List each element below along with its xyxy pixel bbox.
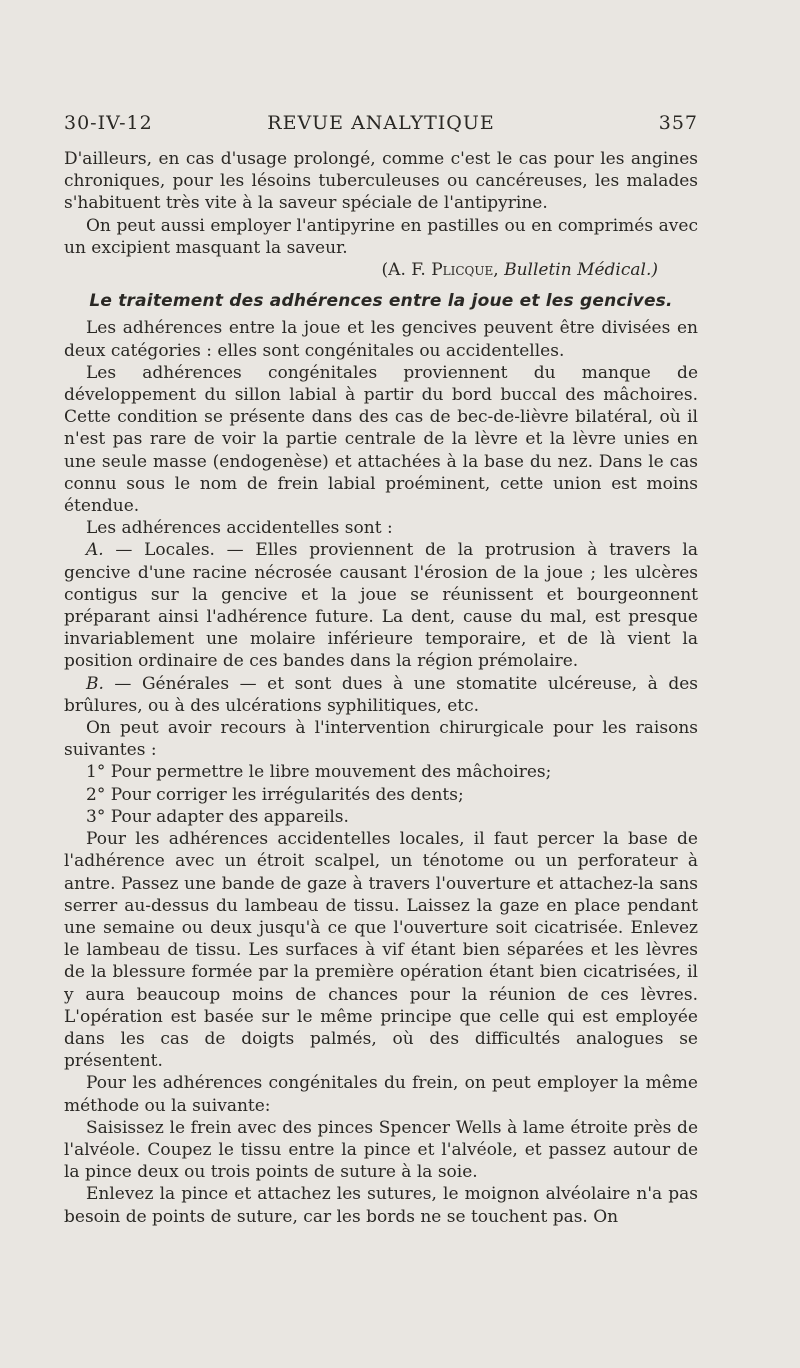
intro-paragraph-1: D'ailleurs, en cas d'usage prolongé, comme c'est le cas pour les angines chroniques, pour les lésoins tuberculeuses ou cancéreuses, les malades s'habituent très vite à la saveur spéciale de l'antipyrine. [64,149,698,214]
list-item: 1° Pour permettre le libre mouvement des mâchoires; [86,762,552,783]
page-number: 357 [658,112,698,134]
article-section-b [64,673,698,717]
citation-source: Bulletin Médical.) [504,260,658,281]
article-paragraph-1: Les adhérences entre la joue et les gencives peuvent être divisées en deux catégories : elles sont congénitales ou accidentelles. [64,318,698,361]
page-body [64,148,698,1228]
article-paragraph-2: Les adhérences congénitales proviennent du manque de développement du sillon labial à partir du bord buccal des mâchoires. Cette condition se présente dans des cas de bec-de-lièvre bilatéral, où il n'est pas rare de voir la partie centrale de la lèvre et la lèvre unies en une seule masse (endogenèse) et attachées à la base du nez. Dans le cas connu sous le nom de frein labial proéminent, cette union est moins étendue. [64,362,698,517]
citation-open: (A. F. [381,260,432,281]
list-item: 2° Pour corriger les irrégularités des dents; [86,784,464,805]
section-b-text: — Générales — et sont dues à une stomatite ulcéreuse, à des brûlures, ou à des ulcérations syphilitiques, etc. [64,673,698,716]
header-journal-title: REVUE ANALYTIQUE [267,112,495,134]
intro-paragraph-2: On peut aussi employer l'antipyrine en pastilles ou en comprimés avec un excipient masquant la saveur. [64,215,698,258]
list-item: 3° Pour adapter des appareils. [86,806,349,827]
article-paragraph-3: Les adhérences accidentelles sont : [86,518,393,539]
header-date: 30-IV-12 [64,112,153,134]
citation-author: Plicque [431,260,494,281]
article-title: Le traitement des adhérences entre la joue et les gencives. [89,291,673,312]
citation-separator: , [493,260,505,281]
citation [64,259,698,281]
article-paragraph-6: Pour les adhérences congénitales du frein, on peut employer la même méthode ou la suivante: [64,1073,698,1116]
article-paragraph-7: Saisissez le frein avec des pinces Spencer Wells à lame étroite près de l'alvéole. Coupez le tissu entre la pince et l'alvéole, et passez autour de la pince deux ou trois points de suture à la soie. [64,1117,698,1183]
article-section-a [64,539,698,672]
running-header [64,112,698,142]
article-paragraph-4: On peut avoir recours à l'intervention chirurgicale pour les raisons suivantes : [64,718,698,761]
section-a-label: A. [86,540,104,561]
article-paragraph-5: Pour les adhérences accidentelles locales, il faut percer la base de l'adhérence avec un étroit scalpel, un ténotome ou un perforateur à antre. Passez une bande de gaze à travers l'ouverture et attachez-la sans serrer au-dessus du lambeau de tissu. Laissez la gaze en place pendant une semaine ou deux jusqu'à ce que l'ouverture soit cicatrisée. Enlevez le lambeau de tissu. Les surfaces à vif étant bien séparées et les lèvres de la blessure formée par la première opération étant bien cicatrisées, il y aura beaucoup moins de chances pour la réunion de ces lèvres. L'opération est basée sur le même principe que celle qui est employée dans les cas de doigts palmés, où des difficultés analogues se présentent. [64,829,698,1072]
section-a-text: — Locales. — Elles proviennent de la protrusion à travers la gencive d'une racine nécrosée causant l'érosion de la joue ; les ulcères contigus sur la gencive et la joue se réunissent et bourgeonnent préparant ainsi l'adhérence future. La dent, cause du mal, est presque invariablement une molaire inférieure temporaire, et de là vient la position ordinaire de ces bandes dans la région prémolaire. [64,540,698,672]
section-b-label: B. [86,673,104,694]
article-paragraph-8: Enlevez la pince et attachez les sutures, le moignon alvéolaire n'a pas besoin de points de suture, car les bords ne se touchent pas. On [64,1184,698,1227]
